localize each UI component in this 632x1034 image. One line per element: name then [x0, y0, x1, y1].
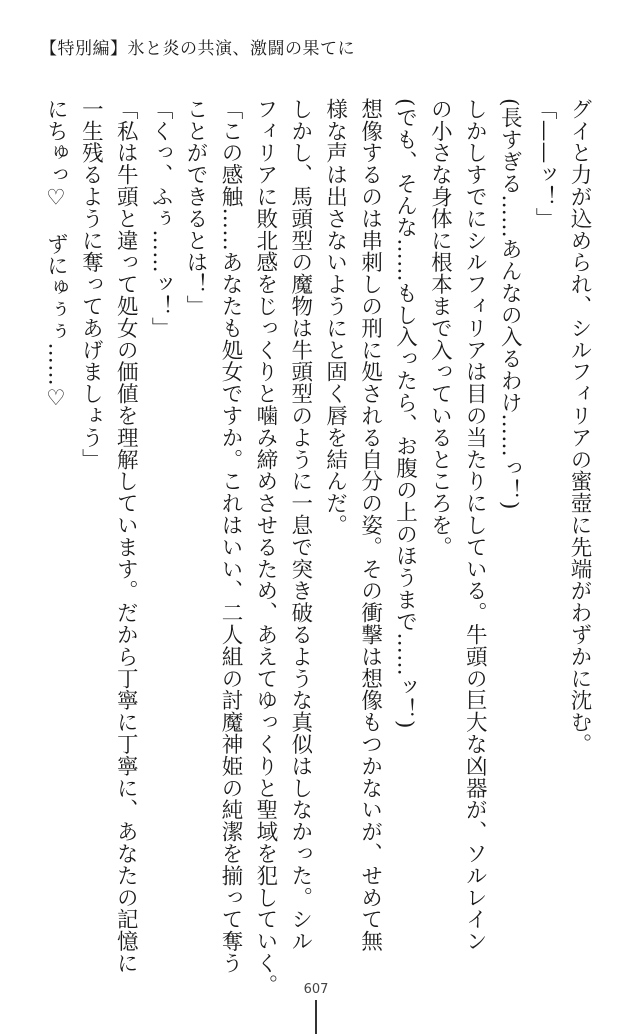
text-line: にちゅっ♡ ずにゅぅぅ……♡	[43, 98, 69, 412]
running-title: 【特別編】氷と炎の共演、激闘の果てに	[40, 39, 355, 59]
text-line: 「——ッ！」	[532, 98, 558, 230]
text-line: 様な声は出さないようにと固く唇を結んだ。	[322, 98, 348, 536]
text-line: 「この感触……あなたも処女ですか。これはいい、二人組の討魔神姫の純潔を揃って奪う	[217, 98, 243, 974]
text-line: ことができるとは！」	[183, 98, 209, 317]
text-line: 想像するのは串刺しの刑に処される自分の姿。その衝撃は想像もつかないが、せめて無	[357, 98, 383, 953]
page-number: 607	[303, 982, 329, 997]
text-line: しかし、馬頭型の魔物は牛頭型のように一息で突き破るような真似はしなかった。シル	[287, 98, 313, 953]
text-line: の小さな身体に根本まで入っているところを。	[427, 98, 453, 558]
text-line: (長すぎる……あんなの入るわけ……っ！)	[497, 98, 523, 510]
text-line: フィリアに敗北感をじっくりと噛み締めさせるため、あえてゆっくりと聖域を犯していく。	[252, 98, 278, 996]
text-line: 一生残るように奪ってあげましょう」	[78, 98, 104, 471]
text-line: グイと力が込められ、シルフィリアの蜜壺に先端がわずかに沈む。	[567, 98, 592, 755]
text-line: (でも、そんな……もし入ったら、お腹の上のほうまで……ッ！)	[392, 98, 418, 729]
text-line: 「私は牛頭と違って処女の価値を理解しています。だから丁寧に丁寧に、あなたの記憶に	[113, 98, 139, 974]
text-line: 「くっ、ふぅ……ッ！」	[148, 98, 174, 339]
text-line: しかしすでにシルフィリアは目の当たりにしている。牛頭の巨大な凶器が、ソルレイン	[462, 98, 488, 953]
page-number-rule	[315, 1000, 317, 1034]
